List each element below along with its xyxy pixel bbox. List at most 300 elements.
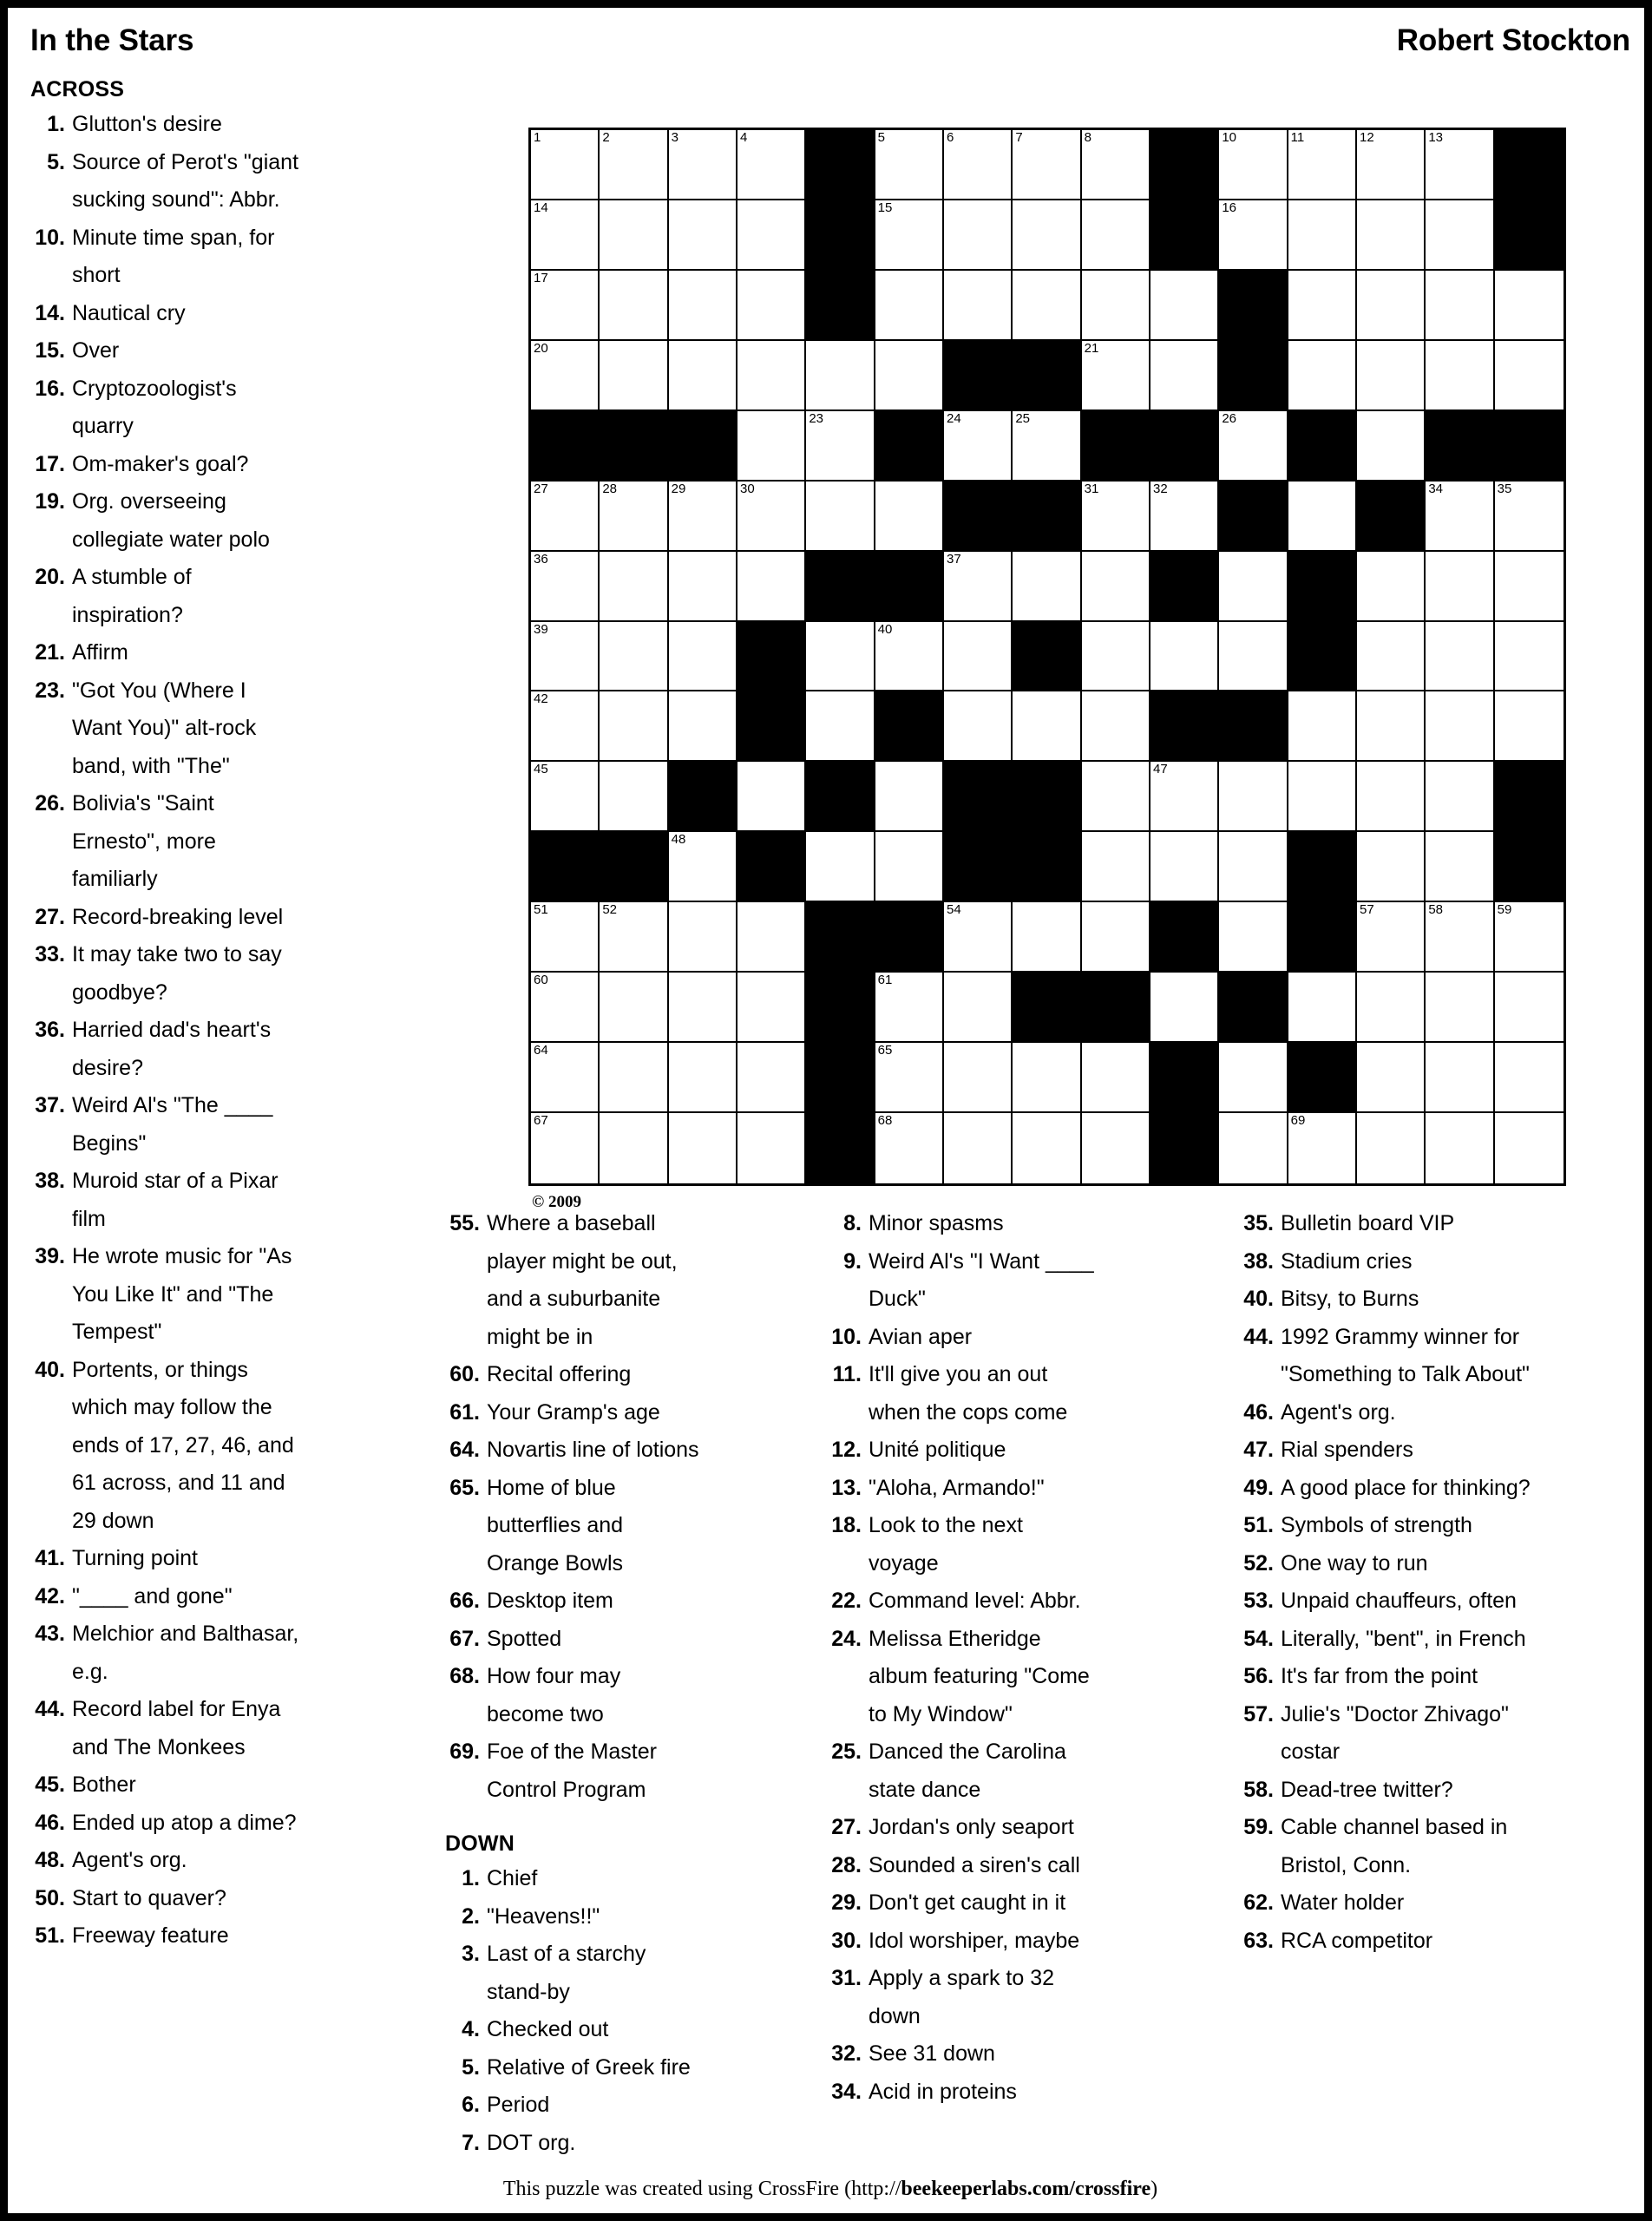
grid-cell[interactable]	[944, 411, 1013, 482]
grid-cell[interactable]	[1288, 200, 1357, 271]
grid-cell[interactable]	[1495, 552, 1564, 622]
grid-cell[interactable]	[1219, 552, 1288, 622]
grid-cell[interactable]	[1426, 271, 1494, 341]
grid-cell[interactable]	[600, 200, 668, 271]
clue-number: 6.	[462, 2093, 480, 2117]
grid-cell-block	[944, 832, 1013, 902]
grid-cell[interactable]	[1082, 552, 1150, 622]
grid-cell[interactable]	[1357, 130, 1426, 200]
grid-cell-block	[806, 1113, 875, 1183]
grid-cell-block	[1288, 902, 1357, 973]
grid-cell[interactable]	[944, 622, 1013, 692]
clue-number: 21.	[35, 640, 65, 665]
grid-cell[interactable]	[1219, 411, 1288, 482]
clue-across-16	[30, 370, 299, 446]
grid-cell-block	[738, 832, 806, 902]
grid-cell[interactable]	[1426, 691, 1494, 762]
grid-cell-number: 57	[1360, 902, 1374, 918]
grid-cell[interactable]	[1357, 622, 1426, 692]
grid-cell[interactable]	[1013, 552, 1081, 622]
grid-cell[interactable]	[738, 341, 806, 411]
grid-cell[interactable]	[1219, 130, 1288, 200]
clue-text: Idol worshiper, maybe	[869, 1928, 1080, 1953]
grid-cell[interactable]	[738, 902, 806, 973]
clue-text: Last of a starchy stand-by	[487, 1942, 646, 2004]
grid-cell[interactable]	[531, 482, 600, 552]
clue-down-49	[1239, 1470, 1534, 1508]
grid-cell[interactable]	[1013, 411, 1081, 482]
clue-text: Melissa Etheridge album featuring "Come to My Window"	[869, 1626, 1090, 1726]
grid-cell-block	[1013, 762, 1081, 832]
grid-cell[interactable]	[600, 902, 668, 973]
grid-cell[interactable]	[600, 691, 668, 762]
grid-cell[interactable]	[531, 1113, 600, 1183]
clue-across-26	[30, 785, 299, 899]
grid-cell[interactable]	[600, 552, 668, 622]
grid-cell[interactable]	[669, 552, 738, 622]
grid-cell[interactable]	[531, 1043, 600, 1113]
clue-number: 51.	[35, 1923, 65, 1948]
grid-cell[interactable]	[944, 130, 1013, 200]
grid-cell[interactable]	[944, 1113, 1013, 1183]
clue-number: 20.	[35, 565, 65, 589]
grid-cell[interactable]	[1426, 622, 1494, 692]
clue-text: Weird Al's "I Want ____ Duck"	[869, 1248, 1094, 1311]
grid-cell[interactable]	[669, 1113, 738, 1183]
clue-down-53	[1239, 1582, 1534, 1621]
clue-across-67	[445, 1621, 699, 1659]
grid-cell-number: 61	[877, 973, 893, 988]
grid-cell-block	[738, 691, 806, 762]
clue-down-5	[445, 2049, 699, 2087]
clue-text: Look to the next voyage	[869, 1513, 1023, 1576]
grid-cell[interactable]	[738, 552, 806, 622]
grid-cell[interactable]	[806, 411, 875, 482]
grid-cell[interactable]	[1219, 200, 1288, 271]
grid-cell[interactable]	[531, 902, 600, 973]
grid-cell[interactable]	[1357, 973, 1426, 1043]
grid-cell[interactable]	[738, 200, 806, 271]
grid-cell-block	[806, 762, 875, 832]
grid-cell[interactable]	[1495, 902, 1564, 973]
grid-cell[interactable]	[531, 973, 600, 1043]
clue-across-46	[30, 1805, 299, 1843]
clue-text: Org. overseeing collegiate water polo	[72, 489, 270, 552]
grid-cell[interactable]	[1288, 271, 1357, 341]
grid-cell-number: 58	[1428, 902, 1444, 918]
grid-cell-number: 14	[534, 200, 548, 215]
grid-cell[interactable]	[600, 1043, 668, 1113]
grid-cell[interactable]	[600, 271, 668, 341]
grid-cell[interactable]	[600, 762, 668, 832]
clue-text: Acid in proteins	[869, 2079, 1017, 2104]
grid-cell[interactable]	[1013, 902, 1081, 973]
grid-cell[interactable]	[600, 1113, 668, 1183]
clue-text: Muroid star of a Pixar film	[72, 1169, 279, 1231]
clue-number: 10.	[35, 225, 65, 250]
grid-cell[interactable]	[1426, 200, 1494, 271]
grid-cell[interactable]	[1150, 341, 1219, 411]
grid-cell[interactable]	[1357, 552, 1426, 622]
grid-cell[interactable]	[1013, 130, 1081, 200]
clue-number: 25.	[831, 1739, 862, 1764]
grid-cell-block	[944, 762, 1013, 832]
clue-column-3	[827, 1205, 1098, 2111]
grid-cell-block	[1150, 691, 1219, 762]
grid-cell[interactable]	[1082, 762, 1150, 832]
grid-cell[interactable]	[1357, 1113, 1426, 1183]
grid-cell[interactable]	[1150, 762, 1219, 832]
grid-cell[interactable]	[738, 1113, 806, 1183]
grid-cell[interactable]	[944, 1043, 1013, 1113]
grid-cell[interactable]	[669, 973, 738, 1043]
grid-cell[interactable]	[1082, 691, 1150, 762]
clue-across-65	[445, 1470, 699, 1583]
grid-cell-number: 48	[671, 832, 686, 848]
grid-cell[interactable]	[1219, 902, 1288, 973]
grid-cell[interactable]	[1219, 762, 1288, 832]
grid-cell-number: 7	[1015, 130, 1023, 145]
clue-number: 7.	[462, 2130, 480, 2155]
grid-cell[interactable]	[944, 200, 1013, 271]
grid-cell[interactable]	[1150, 622, 1219, 692]
grid-cell[interactable]	[669, 832, 738, 902]
clue-down-32	[827, 2035, 1098, 2074]
clue-down-56	[1239, 1658, 1534, 1696]
grid-cell[interactable]	[1013, 271, 1081, 341]
grid-cell-number: 45	[534, 762, 548, 777]
grid-cell[interactable]	[1219, 1113, 1288, 1183]
grid-cell[interactable]	[944, 552, 1013, 622]
grid-cell[interactable]	[669, 1043, 738, 1113]
clue-text: Start to quaver?	[72, 1885, 226, 1910]
grid-cell[interactable]	[1357, 200, 1426, 271]
grid-cell[interactable]	[600, 130, 668, 200]
grid-cell[interactable]	[944, 691, 1013, 762]
clue-text: Agent's org.	[72, 1848, 187, 1872]
grid-cell[interactable]	[1150, 973, 1219, 1043]
grid-cell-number: 67	[534, 1113, 548, 1129]
grid-cell-block	[1150, 902, 1219, 973]
clue-across-19	[30, 483, 299, 559]
grid-cell[interactable]	[806, 482, 875, 552]
grid-cell[interactable]	[1082, 622, 1150, 692]
grid-cell[interactable]	[531, 762, 600, 832]
grid-cell-number: 40	[877, 621, 893, 637]
clue-number: 31.	[831, 1966, 862, 1990]
grid-cell[interactable]	[1426, 482, 1494, 552]
clue-down-58	[1239, 1772, 1534, 1810]
grid-cell[interactable]	[531, 622, 600, 692]
grid-cell[interactable]	[875, 622, 944, 692]
grid-cell-number: 15	[877, 200, 893, 215]
grid-cell-number: 39	[534, 621, 548, 637]
grid-cell[interactable]	[669, 622, 738, 692]
clue-text: Desktop item	[487, 1589, 613, 1613]
grid-cell[interactable]	[600, 622, 668, 692]
grid-cell[interactable]	[806, 832, 875, 902]
grid-cell[interactable]	[1288, 762, 1357, 832]
across-clue-list-part1	[30, 106, 299, 1956]
clue-text: Julie's "Doctor Zhivago" costar	[1281, 1701, 1509, 1764]
clue-column-2	[445, 1205, 699, 2162]
grid-cell[interactable]	[1495, 691, 1564, 762]
clue-text: Over	[72, 338, 120, 363]
grid-cell[interactable]	[806, 622, 875, 692]
clue-across-39	[30, 1238, 299, 1352]
grid-cell[interactable]	[1288, 1113, 1357, 1183]
grid-cell[interactable]	[1426, 902, 1494, 973]
clue-text: Record-breaking level	[72, 904, 284, 929]
grid-cell-block	[1013, 341, 1081, 411]
grid-cell-block	[875, 691, 944, 762]
clue-text: Unpaid chauffeurs, often	[1281, 1589, 1517, 1613]
grid-cell[interactable]	[1082, 200, 1150, 271]
grid-cell-block	[1288, 1043, 1357, 1113]
clue-down-22	[827, 1582, 1098, 1621]
grid-cell[interactable]	[806, 341, 875, 411]
grid-cell[interactable]	[875, 762, 944, 832]
clue-text: Bolivia's "Saint Ernesto", more familiarly	[72, 791, 216, 891]
clue-text: Harried dad's heart's desire?	[72, 1018, 272, 1080]
clue-across-17	[30, 446, 299, 484]
grid-cell[interactable]	[1082, 341, 1150, 411]
grid-cell[interactable]	[669, 902, 738, 973]
grid-cell-block	[669, 762, 738, 832]
clue-text: Your Gramp's age	[487, 1399, 660, 1425]
grid-cell[interactable]	[875, 973, 944, 1043]
grid-cell-number: 6	[947, 130, 954, 145]
grid-cell[interactable]	[1288, 691, 1357, 762]
clue-across-36	[30, 1012, 299, 1087]
grid-cell[interactable]	[1495, 341, 1564, 411]
grid-cell-block	[1357, 482, 1426, 552]
clue-number: 46.	[1243, 1399, 1274, 1425]
grid-cell[interactable]	[1013, 1043, 1081, 1113]
grid-cell-number: 25	[1015, 410, 1031, 426]
grid-cell-number: 4	[740, 130, 748, 145]
grid-cell[interactable]	[944, 271, 1013, 341]
grid-cell[interactable]	[531, 691, 600, 762]
grid-cell[interactable]	[1495, 482, 1564, 552]
grid-cell[interactable]	[1426, 973, 1494, 1043]
clue-number: 32.	[831, 2041, 862, 2066]
clue-number: 5.	[462, 2054, 480, 2080]
grid-cell-number: 42	[534, 691, 548, 707]
grid-cell[interactable]	[738, 271, 806, 341]
clue-text: Don't get caught in it	[869, 1890, 1066, 1915]
clue-text: Sounded a siren's call	[869, 1852, 1080, 1877]
grid-cell[interactable]	[1288, 973, 1357, 1043]
clue-text: Cable channel based in Bristol, Conn.	[1281, 1815, 1508, 1877]
clue-across-1	[30, 106, 299, 144]
down-clue-list-part2	[827, 1205, 1098, 2111]
clue-number: 36.	[35, 1018, 65, 1042]
grid-cell[interactable]	[1357, 271, 1426, 341]
grid-cell[interactable]	[531, 200, 600, 271]
clue-text: Portents, or things which may follow the ends of 17, 27, 46, and 61 across, and 11 and 29 down	[72, 1357, 294, 1533]
grid-cell[interactable]	[669, 482, 738, 552]
grid-cell[interactable]	[875, 832, 944, 902]
clue-across-41	[30, 1540, 299, 1578]
clue-number: 5.	[47, 149, 65, 174]
grid-cell[interactable]	[875, 1113, 944, 1183]
grid-cell[interactable]	[875, 1043, 944, 1113]
grid-cell[interactable]	[600, 973, 668, 1043]
grid-cell[interactable]	[1357, 902, 1426, 973]
grid-cell[interactable]	[1426, 341, 1494, 411]
grid-cell[interactable]	[875, 200, 944, 271]
grid-cell[interactable]	[875, 341, 944, 411]
grid-cell[interactable]	[669, 271, 738, 341]
grid-cell[interactable]	[875, 482, 944, 552]
grid-cell[interactable]	[1426, 832, 1494, 902]
clue-down-7	[445, 2125, 699, 2163]
grid-cell[interactable]	[1013, 691, 1081, 762]
grid-cell[interactable]	[1082, 482, 1150, 552]
grid-cell[interactable]	[1357, 832, 1426, 902]
grid-cell-block	[806, 130, 875, 200]
grid-cell[interactable]	[531, 341, 600, 411]
clue-number: 14.	[35, 300, 65, 325]
grid-cell[interactable]	[669, 200, 738, 271]
grid-cell[interactable]	[738, 411, 806, 482]
grid-cell[interactable]	[1082, 130, 1150, 200]
clue-down-47	[1239, 1432, 1534, 1470]
grid-cell-block	[875, 552, 944, 622]
grid-cell[interactable]	[1426, 552, 1494, 622]
grid-cell[interactable]	[1357, 411, 1426, 482]
grid-cell[interactable]	[669, 341, 738, 411]
clue-across-33	[30, 936, 299, 1012]
clue-down-4	[445, 2011, 699, 2049]
grid-cell[interactable]	[1082, 1113, 1150, 1183]
clue-number: 38.	[1243, 1248, 1274, 1274]
grid-cell[interactable]	[875, 271, 944, 341]
clue-number: 27.	[831, 1815, 862, 1839]
grid-cell[interactable]	[1150, 482, 1219, 552]
grid-cell[interactable]	[1495, 973, 1564, 1043]
clue-number: 56.	[1243, 1664, 1274, 1688]
grid-cell[interactable]	[1013, 200, 1081, 271]
grid-cell[interactable]	[1426, 1043, 1494, 1113]
grid-cell[interactable]	[1219, 832, 1288, 902]
clue-across-15	[30, 332, 299, 370]
grid-cell-number: 36	[534, 551, 548, 567]
grid-cell-block	[1288, 832, 1357, 902]
grid-cell[interactable]	[1357, 691, 1426, 762]
clue-down-13	[827, 1470, 1098, 1508]
grid-cell[interactable]	[944, 973, 1013, 1043]
grid-cell[interactable]	[1082, 271, 1150, 341]
clue-down-1	[445, 1860, 699, 1898]
grid-cell-block	[1150, 552, 1219, 622]
grid-cell-block	[1082, 411, 1150, 482]
grid-cell[interactable]	[806, 691, 875, 762]
clue-across-50	[30, 1880, 299, 1918]
grid-cell[interactable]	[669, 130, 738, 200]
grid-cell[interactable]	[531, 130, 600, 200]
grid-cell-number: 35	[1497, 481, 1512, 496]
clue-across-64	[445, 1432, 699, 1470]
clue-number: 42.	[35, 1583, 65, 1608]
grid-cell[interactable]	[1357, 341, 1426, 411]
grid-cell[interactable]	[1082, 902, 1150, 973]
clue-down-63	[1239, 1923, 1534, 1961]
grid-cell[interactable]	[738, 762, 806, 832]
clue-down-34	[827, 2074, 1098, 2112]
clue-number: 45.	[35, 1772, 65, 1797]
grid-cell[interactable]	[1219, 1043, 1288, 1113]
clue-text: Unité politique	[869, 1438, 1006, 1462]
footer-link[interactable]: beekeeperlabs.com/crossfire	[901, 2178, 1151, 2200]
grid-cell[interactable]	[1219, 622, 1288, 692]
crossword-grid[interactable]	[528, 128, 1566, 1186]
grid-cell-block	[1219, 341, 1288, 411]
grid-cell[interactable]	[600, 482, 668, 552]
grid-cell[interactable]	[1013, 1113, 1081, 1183]
grid-cell[interactable]	[1426, 762, 1494, 832]
grid-cell[interactable]	[738, 973, 806, 1043]
grid-cell[interactable]	[531, 271, 600, 341]
grid-cell[interactable]	[1082, 1043, 1150, 1113]
grid-cell[interactable]	[1495, 271, 1564, 341]
clue-text: Cryptozoologist's quarry	[72, 376, 237, 438]
clue-text: It'll give you an out when the cops come	[869, 1362, 1068, 1425]
grid-cell[interactable]	[875, 130, 944, 200]
grid-cell-number: 28	[602, 481, 618, 496]
grid-cell[interactable]	[1150, 832, 1219, 902]
grid-cell[interactable]	[1288, 341, 1357, 411]
clue-number: 37.	[35, 1093, 65, 1117]
clue-text: It may take two to say goodbye?	[72, 942, 282, 1005]
grid-cell[interactable]	[1288, 482, 1357, 552]
clue-across-48	[30, 1842, 299, 1880]
grid-cell[interactable]	[600, 341, 668, 411]
grid-cell[interactable]	[1426, 1113, 1494, 1183]
grid-cell[interactable]	[944, 902, 1013, 973]
grid-cell[interactable]	[738, 482, 806, 552]
grid-cell[interactable]	[1495, 1043, 1564, 1113]
grid-cell[interactable]	[531, 552, 600, 622]
grid-cell[interactable]	[1082, 832, 1150, 902]
grid-cell-block	[944, 482, 1013, 552]
grid-cell-block	[1219, 691, 1288, 762]
clue-text: Relative of Greek fire	[487, 2054, 691, 2080]
clue-text: Novartis line of lotions	[487, 1438, 699, 1462]
grid-cell[interactable]	[1426, 130, 1494, 200]
grid-cell[interactable]	[1288, 130, 1357, 200]
grid-cell[interactable]	[1357, 762, 1426, 832]
clue-text: RCA competitor	[1281, 1928, 1433, 1953]
grid-cell[interactable]	[1495, 1113, 1564, 1183]
clue-across-20	[30, 559, 299, 634]
grid-cell[interactable]	[1495, 622, 1564, 692]
grid-cell[interactable]	[1357, 1043, 1426, 1113]
clue-number: 34.	[831, 2079, 862, 2104]
grid-cell-number: 52	[602, 902, 618, 918]
clue-number: 24.	[831, 1626, 862, 1651]
clue-down-9	[827, 1243, 1098, 1319]
grid-cell[interactable]	[738, 130, 806, 200]
grid-cell-number: 11	[1290, 130, 1305, 145]
grid-cell[interactable]	[738, 1043, 806, 1113]
clue-number: 69.	[449, 1739, 480, 1764]
clue-number: 12.	[831, 1438, 862, 1462]
grid-cell[interactable]	[1150, 271, 1219, 341]
clue-across-69	[445, 1733, 699, 1809]
grid-cell[interactable]	[669, 691, 738, 762]
